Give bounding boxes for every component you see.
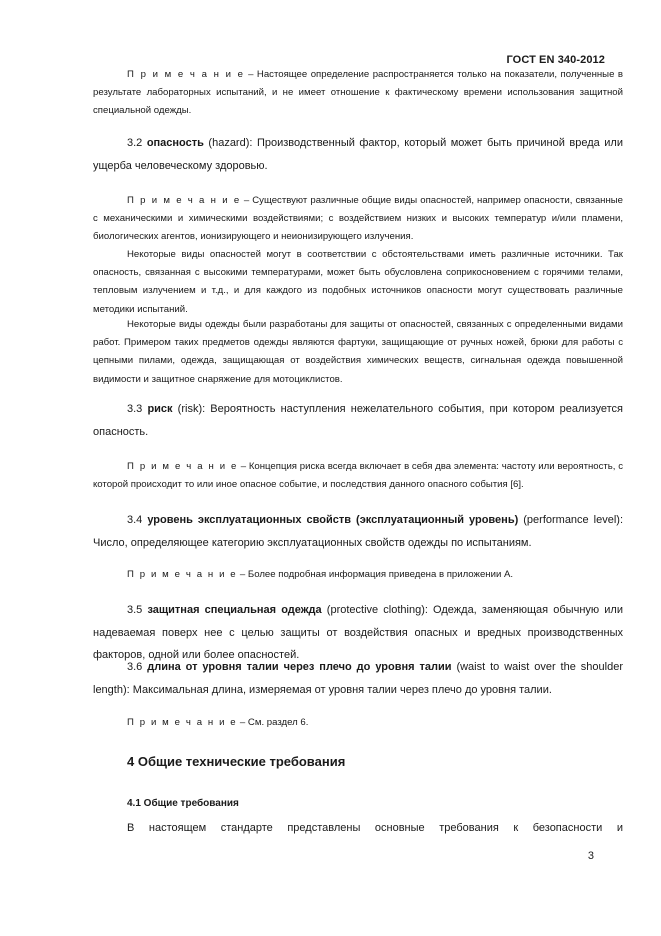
note-label: П р и м е ч а н и е <box>127 717 238 728</box>
term-name: уровень эксплуатационных свойств (эксплуатационный уровень) <box>147 514 519 526</box>
word: В <box>127 822 135 834</box>
word: представлены <box>287 822 361 834</box>
word: требования <box>439 822 499 834</box>
note-1 <box>93 66 623 121</box>
term-definition: (performance level): Число, определяющее категорию эксплуатационных свойств одежды по испытаниям. <box>93 514 624 549</box>
note-5 <box>93 714 623 732</box>
note-text: – См. раздел 6. <box>237 717 309 728</box>
document-code: ГОСТ EN 340-2012 <box>506 54 605 66</box>
term-3-6 <box>93 656 623 701</box>
word: к <box>513 822 519 834</box>
term-3-3 <box>93 398 623 443</box>
term-name: защитная специальная одежда <box>147 604 322 616</box>
note-2 <box>93 192 623 247</box>
note-text: – Концепция риска всегда включает в себя два элемента: частоту или вероятность, с которой происходит то или иное опасное событие, и последствия данного опасного события [6]. <box>93 461 623 491</box>
term-name: риск <box>147 403 173 415</box>
term-number: 3.3 <box>127 403 143 415</box>
note-label: П р и м е ч а н и е <box>127 461 238 472</box>
note-label: П р и м е ч а н и е <box>127 69 245 80</box>
term-definition: (waist to waist over the shoulder length): Максимальная длина, измеряемая от уровня талии через плечо до уровня талии. <box>93 661 623 696</box>
term-3-2 <box>93 132 623 177</box>
note-label: П р и м е ч а н и е <box>127 569 238 580</box>
term-name: длина от уровня талии через плечо до уровня талии <box>147 661 452 673</box>
note-3 <box>93 458 623 494</box>
note-text: – Настоящее определение распространяется только на показатели, полученные в результате лабораторных испытаний, и не имеет отношение к фактическому времени использования защитной специальной одежды. <box>93 69 623 117</box>
paragraph-hazard-sources <box>93 246 623 319</box>
term-number: 3.5 <box>127 604 143 616</box>
word: стандарте <box>220 822 273 834</box>
justified-last-line <box>127 818 623 838</box>
term-definition: (protective clothing): Одежда, заменяющая обычную или надеваемая поверх нее с целью защиты от воздействия опасных и вредных производственных факторов, одной или более опасностей. <box>93 604 623 661</box>
word: основные <box>374 822 425 834</box>
term-name: опасность <box>146 137 204 149</box>
word: безопасности <box>532 822 603 834</box>
paragraph-text: Некоторые виды опасностей могут в соответствии с обстоятельствами иметь различные источники. Так опасность, связанная с высокими температурами, может быть обусловлена соприкосновением с горячими телами, тепловым излучением и т.д., и для каждого из подобных источников опасности могут существовать различные методики испытаний. <box>93 249 623 315</box>
term-number: 3.2 <box>127 137 143 149</box>
note-text: – Существуют различные общие виды опасностей, например опасности, связанные с механическими и химическими воздействиями; с воздействием низких и высоких температур и/или пламени, биологических агентов, ионизирующего и неионизирующего излучения. <box>93 195 623 243</box>
term-definition: (hazard): Производственный фактор, который может быть причиной вреда или ущерба человеческому здоровью. <box>93 137 623 172</box>
term-number: 3.6 <box>127 661 143 673</box>
paragraph-text: Некоторые виды одежды были разработаны для защиты от опасностей, связанных с определенными видами работ. Примером таких предметов одежды являются фартуки, защищающие от ручных ножей, брюки для работы с цепными пилами, одежда, защищающая от воздействия химических веществ, сигнальная одежда повышенной видимости и защитное снаряжение для мотоциклистов. <box>93 319 623 385</box>
note-4 <box>93 566 623 584</box>
word: настоящем <box>148 822 207 834</box>
note-label: П р и м е ч а н и е <box>127 195 241 206</box>
section-heading: 4 Общие технические требования <box>127 754 346 769</box>
term-3-4 <box>93 509 623 554</box>
word: и <box>616 822 623 834</box>
note-text: – Более подробная информация приведена в приложении А. <box>237 569 514 580</box>
term-definition: (risk): Вероятность наступления нежелательного события, при котором реализуется опасность. <box>93 403 623 438</box>
page-number: 3 <box>587 850 594 862</box>
subsection-heading: 4.1 Общие требования <box>127 798 239 809</box>
paragraph-clothing-types <box>93 316 623 389</box>
term-number: 3.4 <box>127 514 143 526</box>
